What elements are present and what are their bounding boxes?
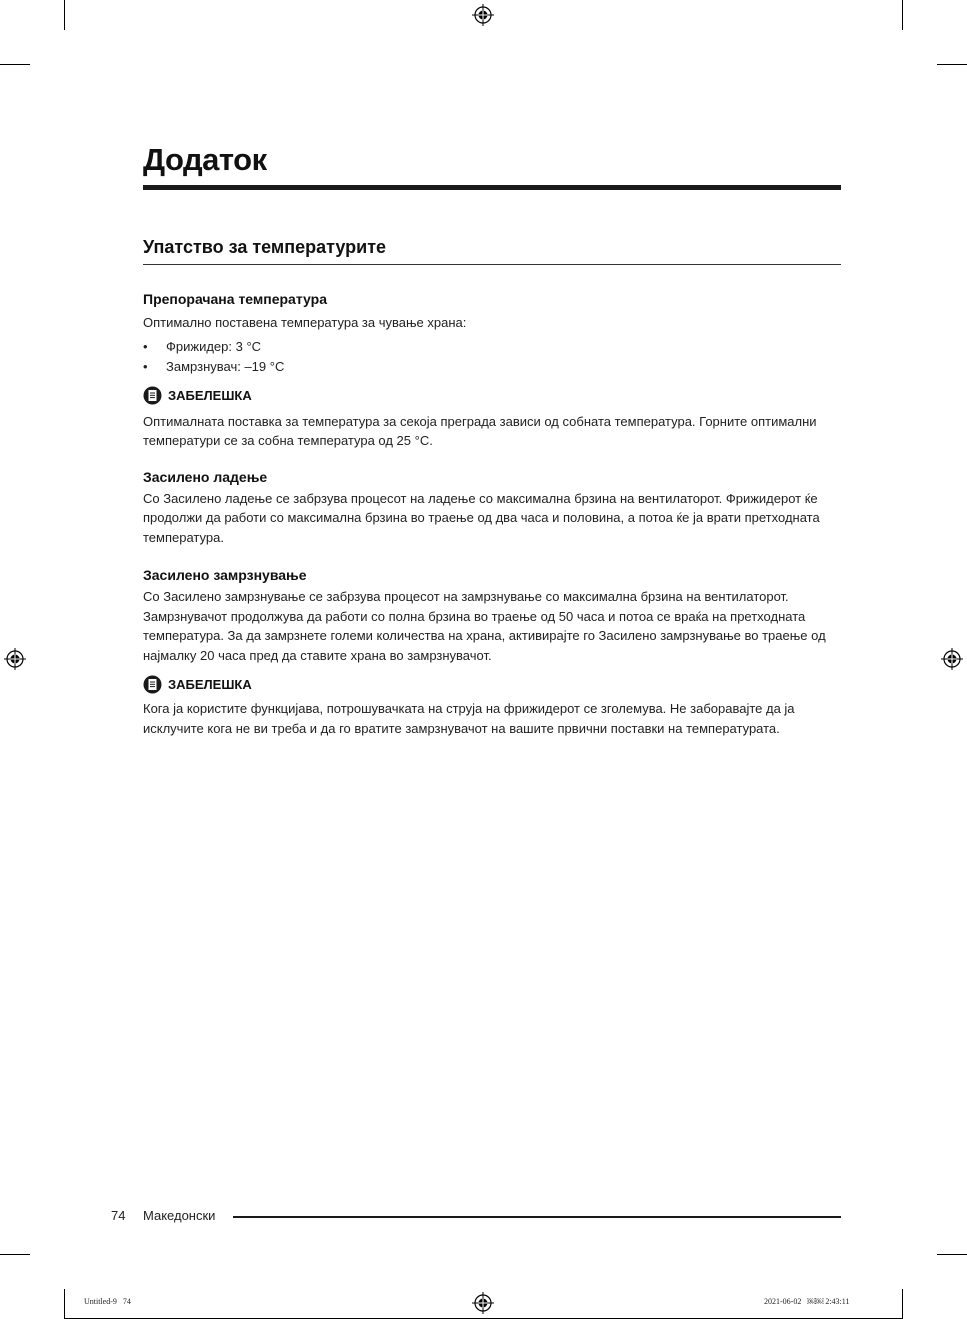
note-icon [143, 386, 162, 405]
note-icon [143, 675, 162, 694]
print-slug-right: 2021-06-02 ￼￼ 2:43:11 [764, 1297, 850, 1306]
content-body [143, 290, 841, 738]
note-line: Оптималната поставка за температура за секоја преграда зависи од собната температура. Горните оптимални [143, 413, 817, 429]
note-line: исклучите кога не ви треба и да го вратите замрзнувачот на вашите првични поставки на температурата. [143, 720, 780, 736]
bullet-text: Фрижидер: 3 °C [166, 338, 262, 354]
crop-mark [902, 0, 903, 30]
footer-language: Македонски [143, 1208, 216, 1223]
recommended-heading: Препорачана температура [143, 291, 327, 307]
power-cool-heading: Засилено ладење [143, 468, 268, 485]
crop-mark [64, 1289, 65, 1319]
list-item [143, 357, 841, 377]
crop-mark [64, 0, 65, 30]
power-cool-text [143, 489, 841, 548]
text-line: температура. [143, 529, 224, 545]
text-line: најмалку 20 часа пред да ставите храна во замрзнувачот. [143, 647, 492, 663]
page-number: 74 [111, 1208, 126, 1223]
text-line: Со Засилено замрзнување се забрзува процесот на замрзнување со максимална брзина на вентилаторот. [143, 589, 789, 604]
bullet-marker: • [143, 358, 148, 374]
text-line: температура. За да замрзнете големи количества на храна, активирајте го Засилено замрзнување во траење од [143, 628, 826, 643]
list-item [143, 337, 841, 357]
recommended-list [143, 337, 841, 377]
crop-mark [937, 1254, 967, 1255]
crop-mark [937, 64, 967, 65]
note-heading [143, 386, 841, 405]
print-slug-left: Untitled-9 74 [84, 1297, 131, 1306]
registration-mark-icon [472, 4, 494, 26]
power-freeze-heading: Засилено замрзнување [143, 567, 307, 583]
note-line: Кога ја користите функцијава, потрошувачката на струја на фрижидерот се зголемува. Не заборавајте да ја [143, 701, 795, 716]
chapter-rule [143, 185, 841, 190]
recommended-intro: Оптимално поставена температура за чување храна: [143, 315, 467, 330]
note-text [143, 412, 841, 451]
section-rule [143, 264, 841, 265]
registration-mark-icon [4, 648, 26, 670]
note-line: температури се за собна температура од 25 °C. [143, 433, 433, 448]
chapter-title: Додаток [143, 142, 267, 177]
footer-rule [233, 1216, 841, 1218]
text-line: Замрзнувачот продолжува да работи со полна брзина во траење од 50 часа и потоа се враќа на претходната [143, 608, 806, 624]
crop-mark [0, 64, 30, 65]
note-heading [143, 675, 841, 694]
crop-mark [902, 1289, 903, 1319]
bullet-marker: • [143, 338, 148, 354]
note-text [143, 699, 841, 738]
registration-mark-icon [941, 648, 963, 670]
power-freeze-text [143, 587, 841, 665]
note-label: ЗАБЕЛЕШКА [168, 677, 252, 692]
registration-mark-icon [472, 1292, 494, 1314]
section-title: Упатство за температурите [143, 237, 387, 257]
text-line: Со Засилено ладење се забрзува процесот на ладење со максимална брзина на вентилаторот. Фрижидерот ќе [143, 490, 818, 506]
note-label: ЗАБЕЛЕШКА [168, 387, 252, 403]
bullet-text: Замрзнувач: –19 °C [166, 358, 285, 374]
crop-mark [0, 1254, 30, 1255]
text-line: продолжи да работи со максимална брзина во траење од два часа и половина, а потоа ќе ја врати претходната [143, 510, 820, 525]
